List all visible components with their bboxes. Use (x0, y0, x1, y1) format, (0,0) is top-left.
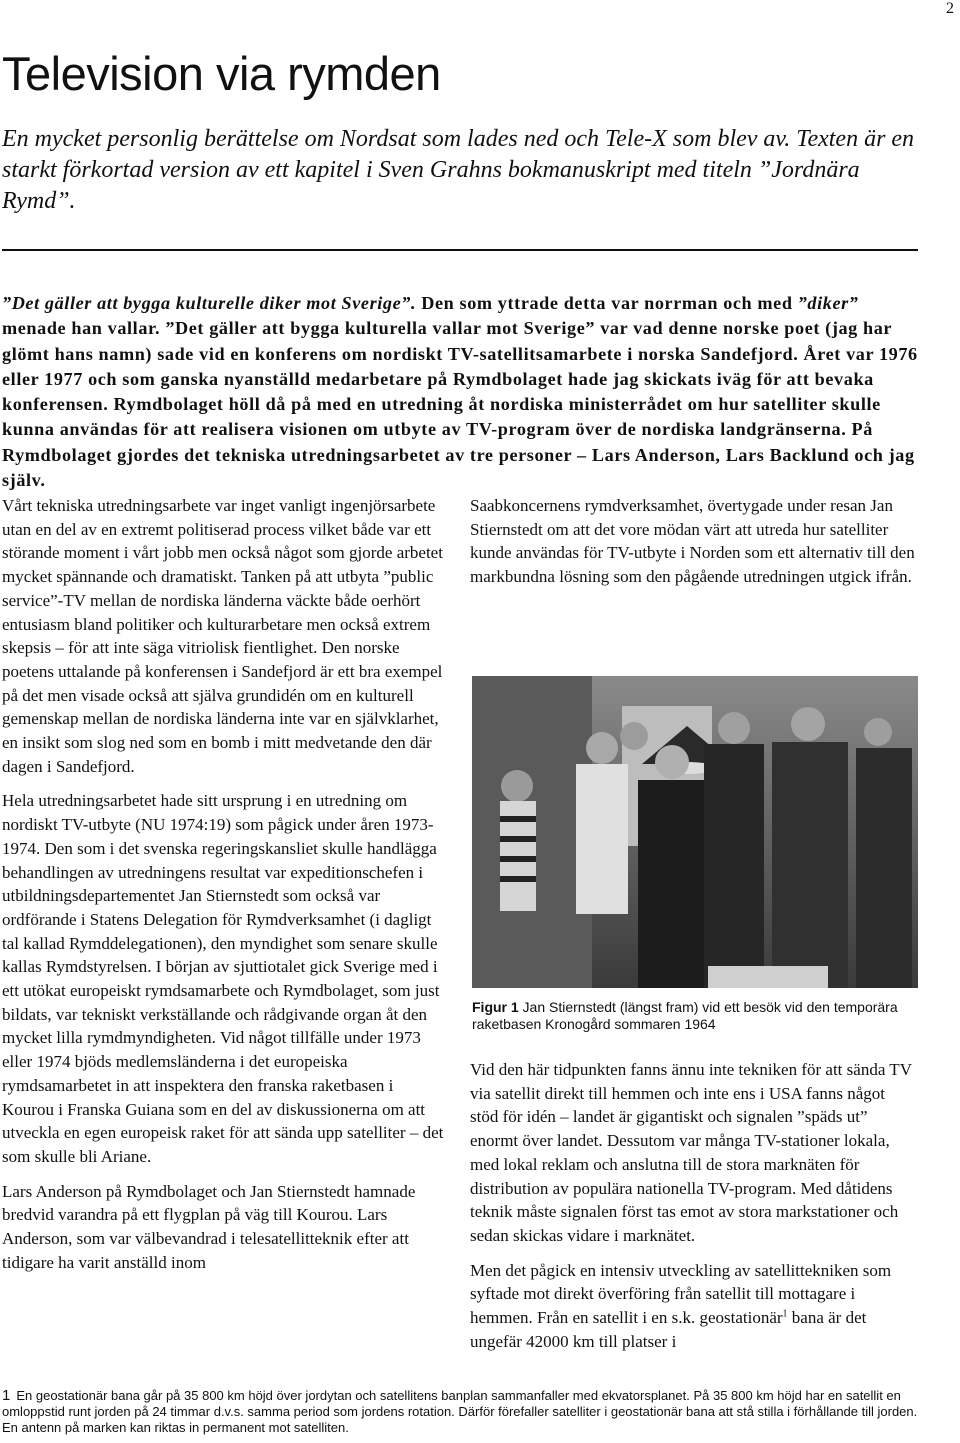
body-text: Men det pågick en intensiv utveckling av satellittekniken som syftade mot direkt överföring från satellit till mottagare i hemmen. Från en satellit i en s.k. geostationär (470, 1260, 892, 1328)
page-number: 2 (946, 0, 954, 17)
body-paragraph: Vårt tekniska utredningsarbete var inget vanligt ingenjörsarbete utan en del av en extremt politiserad process vilket både var ett störande moment i vårt jobb men också något som gjorde arbetet mycket spännande och dramatiskt. Tanken på att utbyta ”public service”-TV mellan de nordiska länderna väckte både oerhört entusiasm bland politiker och kulturarbetare men också extrem skepsis – för att inte säga vitriolisk fientlighet. Den norske poetens uttalande på konferensen i Sandefjord är ett bra exempel på det men visade också att själva grundidén om en kulturell gemenskap mellan de nordiska länderna inte var en självklarhet, en insikt som slog ned som en bomb i mitt medvetande den där dagen i Sandefjord. (2, 496, 443, 776)
lead-quote: ”Det gäller att bygga kulturelle diker mot Sverige”. (2, 293, 417, 313)
lead-text-1: Den som yttrade detta var norrman och med (416, 293, 798, 313)
right-column-bottom (470, 1058, 916, 1364)
article-title: Television via rymden (2, 47, 441, 100)
figure-caption (472, 999, 918, 1033)
body-paragraph: Saabkoncernens rymdverksamhet, övertygade under resan Jan Stiernstedt om att det vore mödan värt att utreda hur satelliter kunde användas för TV-utbyte i Norden som ett alternativ till den markbundna lösning som den pågående utredningen utgick ifrån. (470, 496, 915, 587)
footnote (2, 1388, 932, 1436)
lead-paragraph (2, 291, 920, 493)
article-intro: En mycket personlig berättelse om Nordsat som lades ned och Tele-X som blev av. Texten är en starkt förkortad version av ett kapitel i Sven Grahns bokmanuskript med titeln ”Jordnära Rymd”. (2, 126, 915, 214)
left-column (2, 494, 446, 1286)
body-paragraph (470, 1259, 916, 1354)
body-paragraph: Hela utredningsarbetet hade sitt ursprung i en utredning om nordiskt TV-utbyte (NU 1974:19) som pågick under åren 1973-1974. Den som i det svenska regeringskansliet skulle handlägga behandlingen av utredningens resultat var expeditionschefen i utbildningsdepartementet Jan Stiernstedt som också var ordförande i Statens Delegation för Rymdverksamhet (i dagligt tal kallad Rymddelegationen), den myndighet som senare skulle kallas Rymdstyrelsen. I början av sjuttiotalet gick Sverige med i ett utökat europeiskt rymdsamarbete och Rymdbolaget, som just bildats, var tekniskt verkställande och rådgivande organ åt den mycket lilla rymdmyndigheten. Vid något tillfälle under 1973 eller 1974 bjöds medlemsländerna i det europeiska rymdsamarbetet in att inspektera den franska raketbasen i Kourou i Franska Guiana som en del av diskussionerna om att utveckla en egen europeisk raket för att sända upp satelliter – det som skulle bli Ariane. (2, 791, 444, 1166)
lead-diker: ”diker” (797, 293, 859, 313)
footnote-reference: 1 (782, 1308, 788, 1320)
footnote-text: En geostationär bana går på 35 800 km höjd över jordytan och satellitens banplan sammanfaller med ekvatorsplanet. På 35 800 km höjd har en satellit en omloppstid runt jorden på 24 timmar d.v.s. samma period som jordens rotation. Därför förefaller satelliter i geostationär bana att stå stilla i förhållande till jorden. En antenn på marken kan riktas in permanent mot satelliten. (2, 1388, 918, 1435)
body-text: bana är det ungefär 42000 km till platser i (470, 1308, 867, 1351)
figure-caption-text: Jan Stiernstedt (längst fram) vid ett besök vid den temporära raketbasen Kronogård sommaren 1964 (472, 999, 898, 1032)
body-paragraph: Vid den här tidpunkten fanns ännu inte tekniken för att sända TV via satellit direkt till hemmen och inte ens i USA fanns något stöd för idén – landet är gigantiskt och signalen ”späds ut” enormt över landet. Dessutom var många TV-stationer lokala, med lokal reklam och anslutna till de stora marknäten för distribution av populära nationella TV-program. Med dåtidens teknik måste signalen först tas emot av stora markstationer och sedan skickas vidare i marknätet. (470, 1060, 912, 1245)
figure-photo (472, 676, 918, 988)
right-column-top (470, 494, 916, 600)
footnote-mark: 1 (2, 1387, 11, 1404)
body-paragraph: Lars Anderson på Rymdbolaget och Jan Stiernstedt hamnade bredvid varandra på ett flygplan på väg till Kourou. Lars Anderson, som var välbevandrad i telesatellitteknik efter att tidigare ha varit anställd inom (2, 1181, 416, 1272)
lead-text-2: menade han vallar. ”Det gäller att bygga kulturella vallar mot Sverige” var vad denne norske poet (jag har glömt hans namn) sade vid en konferens om nordiskt TV-satellitsamarbete i norska Sandefjord. Året var 1976 eller 1977 och som ganska nyanställd medarbetare på Rymdbolaget hade jag skickats iväg för att bevaka konferensen. Rymdbolaget höll då på med en utredning åt nordiska ministerrådet om hur satelliter skulle kunna användas för att realisera visionen om utbyte av TV-program över de nordiska landgränserna. På Rymdbolaget gjordes det tekniska utredningsarbetet av tre personer – Lars Anderson, Lars Backlund och jag själv. (2, 318, 918, 491)
figure-label: Figur 1 (472, 999, 519, 1015)
divider-rule (2, 249, 918, 251)
group-photo-image (472, 676, 918, 988)
